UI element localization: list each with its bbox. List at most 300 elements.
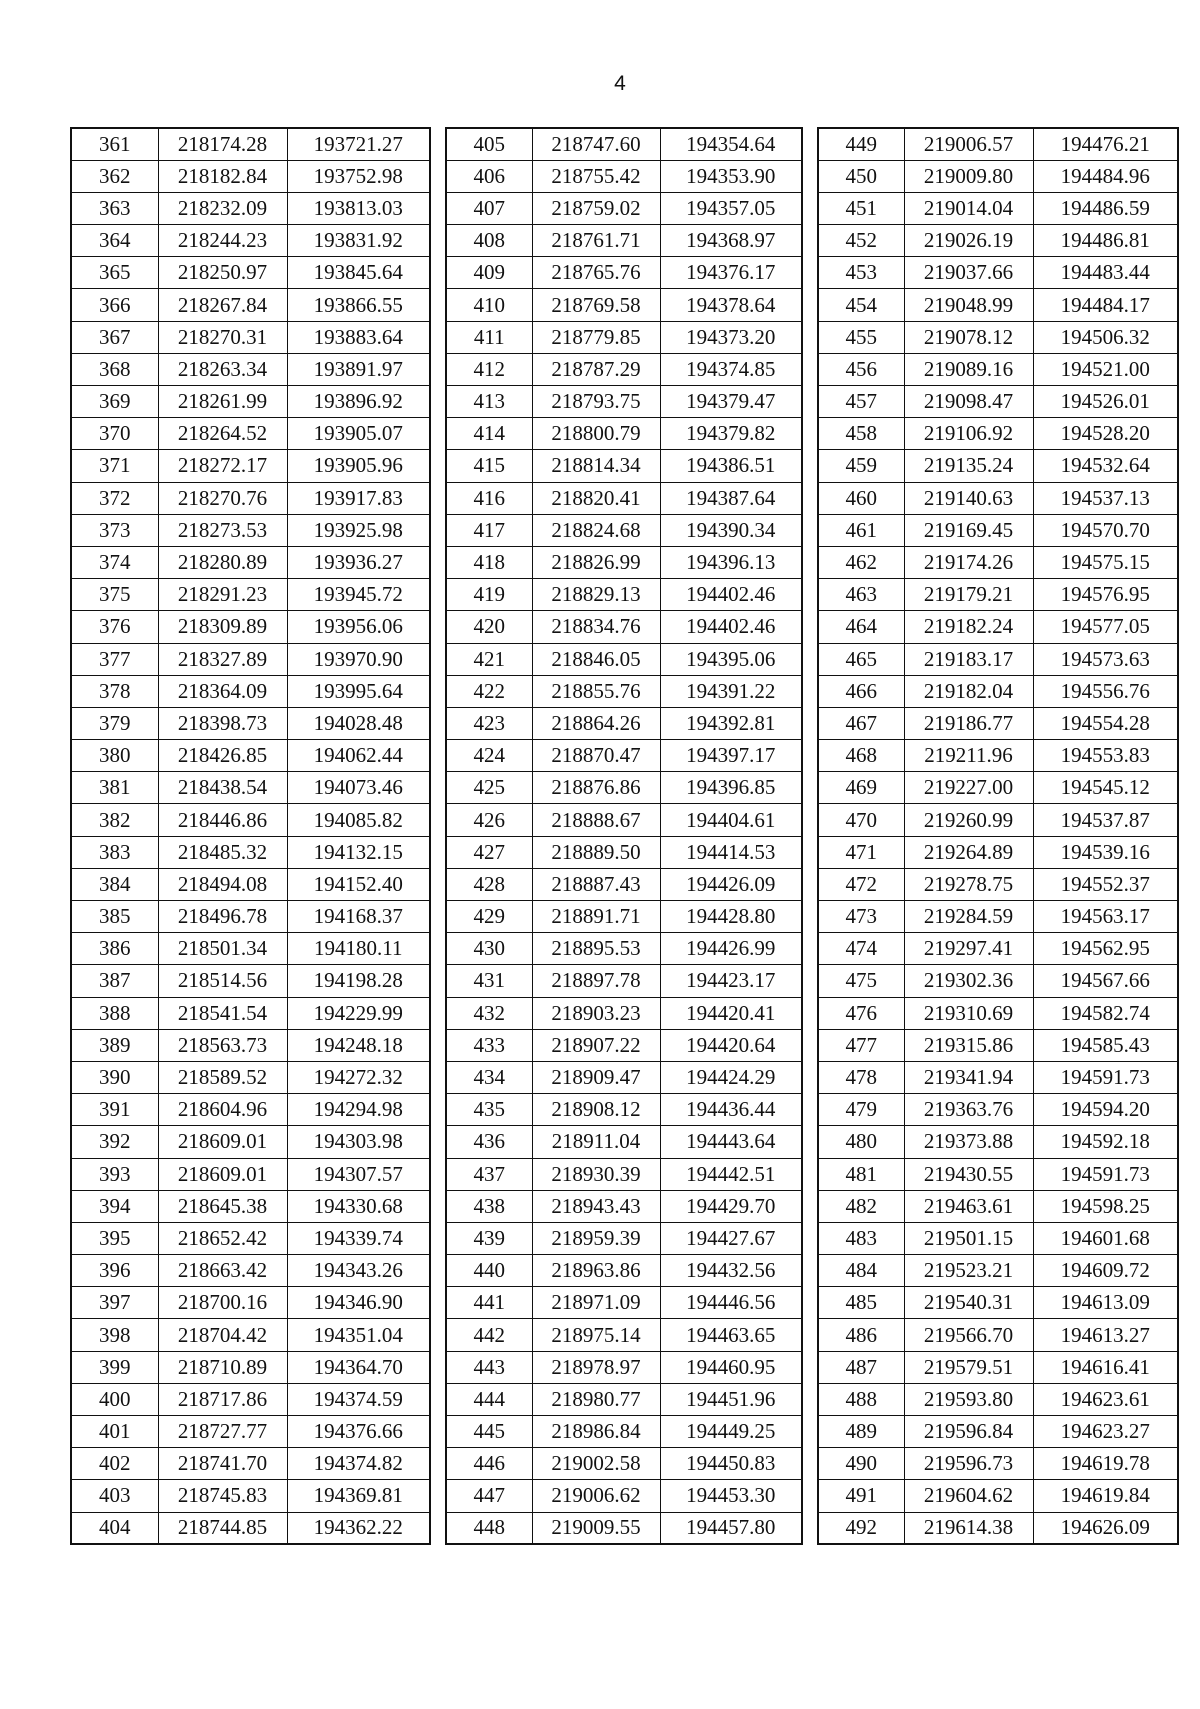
- x-coordinate-cell: 218174.28: [158, 128, 287, 160]
- x-coordinate-cell: 219089.16: [904, 353, 1033, 385]
- y-coordinate-cell: 194307.57: [287, 1158, 430, 1190]
- table-row: [71, 192, 430, 224]
- x-coordinate-cell: 218829.13: [532, 579, 660, 611]
- x-coordinate-cell: 218270.76: [158, 482, 287, 514]
- table-row: [71, 868, 430, 900]
- x-coordinate-cell: 219002.58: [532, 1448, 660, 1480]
- point-number-cell: 435: [446, 1094, 532, 1126]
- table-row: [446, 965, 802, 997]
- x-coordinate-cell: 218744.85: [158, 1512, 287, 1544]
- x-coordinate-cell: 218980.77: [532, 1383, 660, 1415]
- table-row: [446, 192, 802, 224]
- point-number-cell: 418: [446, 546, 532, 578]
- point-number-cell: 399: [71, 1351, 158, 1383]
- table-row: [818, 386, 1178, 418]
- point-number-cell: 447: [446, 1480, 532, 1512]
- x-coordinate-cell: 218975.14: [532, 1319, 660, 1351]
- coordinate-table-3: [817, 127, 1179, 1545]
- point-number-cell: 441: [446, 1287, 532, 1319]
- point-number-cell: 365: [71, 257, 158, 289]
- x-coordinate-cell: 218769.58: [532, 289, 660, 321]
- x-coordinate-cell: 218887.43: [532, 868, 660, 900]
- point-number-cell: 456: [818, 353, 904, 385]
- x-coordinate-cell: 219463.61: [904, 1190, 1033, 1222]
- x-coordinate-cell: 218264.52: [158, 418, 287, 450]
- y-coordinate-cell: 194346.90: [287, 1287, 430, 1319]
- point-number-cell: 463: [818, 579, 904, 611]
- table-row: [446, 1061, 802, 1093]
- y-coordinate-cell: 194528.20: [1033, 418, 1178, 450]
- x-coordinate-cell: 218652.42: [158, 1222, 287, 1254]
- y-coordinate-cell: 194378.64: [660, 289, 802, 321]
- y-coordinate-cell: 194451.96: [660, 1383, 802, 1415]
- point-number-cell: 421: [446, 643, 532, 675]
- x-coordinate-cell: 218759.02: [532, 192, 660, 224]
- point-number-cell: 455: [818, 321, 904, 353]
- point-number-cell: 436: [446, 1126, 532, 1158]
- y-coordinate-cell: 194585.43: [1033, 1029, 1178, 1061]
- x-coordinate-cell: 219078.12: [904, 321, 1033, 353]
- point-number-cell: 383: [71, 836, 158, 868]
- point-number-cell: 408: [446, 225, 532, 257]
- point-number-cell: 385: [71, 901, 158, 933]
- x-coordinate-cell: 219260.99: [904, 804, 1033, 836]
- x-coordinate-cell: 218959.39: [532, 1222, 660, 1254]
- point-number-cell: 384: [71, 868, 158, 900]
- table-row: [71, 643, 430, 675]
- y-coordinate-cell: 193917.83: [287, 482, 430, 514]
- x-coordinate-cell: 219523.21: [904, 1255, 1033, 1287]
- y-coordinate-cell: 194362.22: [287, 1512, 430, 1544]
- x-coordinate-cell: 218793.75: [532, 386, 660, 418]
- table-row: [818, 128, 1178, 160]
- x-coordinate-cell: 218273.53: [158, 514, 287, 546]
- y-coordinate-cell: 194396.13: [660, 546, 802, 578]
- y-coordinate-cell: 194545.12: [1033, 772, 1178, 804]
- y-coordinate-cell: 194601.68: [1033, 1222, 1178, 1254]
- table-row: [71, 1094, 430, 1126]
- table-row: [818, 740, 1178, 772]
- table-row: [71, 257, 430, 289]
- y-coordinate-cell: 194598.25: [1033, 1190, 1178, 1222]
- table-row: [818, 1190, 1178, 1222]
- point-number-cell: 397: [71, 1287, 158, 1319]
- y-coordinate-cell: 194521.00: [1033, 353, 1178, 385]
- table-row: [71, 450, 430, 482]
- x-coordinate-cell: 218270.31: [158, 321, 287, 353]
- y-coordinate-cell: 194591.73: [1033, 1061, 1178, 1093]
- point-number-cell: 376: [71, 611, 158, 643]
- y-coordinate-cell: 194198.28: [287, 965, 430, 997]
- x-coordinate-cell: 218834.76: [532, 611, 660, 643]
- table-row: [71, 1061, 430, 1093]
- table-row: [818, 482, 1178, 514]
- table-row: [446, 289, 802, 321]
- x-coordinate-cell: 218514.56: [158, 965, 287, 997]
- table-row: [71, 225, 430, 257]
- table-row: [446, 901, 802, 933]
- x-coordinate-cell: 219302.36: [904, 965, 1033, 997]
- point-number-cell: 428: [446, 868, 532, 900]
- point-number-cell: 460: [818, 482, 904, 514]
- point-number-cell: 426: [446, 804, 532, 836]
- point-number-cell: 368: [71, 353, 158, 385]
- point-number-cell: 440: [446, 1255, 532, 1287]
- y-coordinate-cell: 194402.46: [660, 579, 802, 611]
- y-coordinate-cell: 194152.40: [287, 868, 430, 900]
- point-number-cell: 425: [446, 772, 532, 804]
- x-coordinate-cell: 219341.94: [904, 1061, 1033, 1093]
- x-coordinate-cell: 218814.34: [532, 450, 660, 482]
- x-coordinate-cell: 219284.59: [904, 901, 1033, 933]
- x-coordinate-cell: 218888.67: [532, 804, 660, 836]
- table-row: [818, 579, 1178, 611]
- x-coordinate-cell: 219297.41: [904, 933, 1033, 965]
- table-row: [71, 1126, 430, 1158]
- table-row: [446, 450, 802, 482]
- y-coordinate-cell: 194592.18: [1033, 1126, 1178, 1158]
- table-row: [818, 707, 1178, 739]
- x-coordinate-cell: 219098.47: [904, 386, 1033, 418]
- x-coordinate-cell: 218609.01: [158, 1158, 287, 1190]
- point-number-cell: 396: [71, 1255, 158, 1287]
- y-coordinate-cell: 193845.64: [287, 257, 430, 289]
- point-number-cell: 492: [818, 1512, 904, 1544]
- y-coordinate-cell: 194484.17: [1033, 289, 1178, 321]
- x-coordinate-cell: 218787.29: [532, 353, 660, 385]
- point-number-cell: 452: [818, 225, 904, 257]
- point-number-cell: 414: [446, 418, 532, 450]
- y-coordinate-cell: 194374.59: [287, 1383, 430, 1415]
- x-coordinate-cell: 218971.09: [532, 1287, 660, 1319]
- table-row: [446, 546, 802, 578]
- table-row: [71, 546, 430, 578]
- table-row: [818, 901, 1178, 933]
- table-row: [818, 675, 1178, 707]
- table-row: [818, 1448, 1178, 1480]
- x-coordinate-cell: 218364.09: [158, 675, 287, 707]
- x-coordinate-cell: 218645.38: [158, 1190, 287, 1222]
- table-row: [446, 804, 802, 836]
- y-coordinate-cell: 194591.73: [1033, 1158, 1178, 1190]
- table-row: [71, 1287, 430, 1319]
- x-coordinate-cell: 218909.47: [532, 1061, 660, 1093]
- x-coordinate-cell: 218978.97: [532, 1351, 660, 1383]
- table-row: [446, 1255, 802, 1287]
- x-coordinate-cell: 219006.57: [904, 128, 1033, 160]
- coordinate-tables: [70, 127, 1179, 1545]
- x-coordinate-cell: 218496.78: [158, 901, 287, 933]
- y-coordinate-cell: 194343.26: [287, 1255, 430, 1287]
- y-coordinate-cell: 194391.22: [660, 675, 802, 707]
- y-coordinate-cell: 194404.61: [660, 804, 802, 836]
- point-number-cell: 465: [818, 643, 904, 675]
- x-coordinate-cell: 219037.66: [904, 257, 1033, 289]
- x-coordinate-cell: 219614.38: [904, 1512, 1033, 1544]
- x-coordinate-cell: 219227.00: [904, 772, 1033, 804]
- table-row: [71, 997, 430, 1029]
- table-row: [818, 997, 1178, 1029]
- y-coordinate-cell: 194379.82: [660, 418, 802, 450]
- table-row: [818, 160, 1178, 192]
- x-coordinate-cell: 219009.80: [904, 160, 1033, 192]
- point-number-cell: 380: [71, 740, 158, 772]
- table-row: [818, 257, 1178, 289]
- table-row: [446, 1029, 802, 1061]
- table-row: [446, 257, 802, 289]
- y-coordinate-cell: 193905.07: [287, 418, 430, 450]
- table-row: [71, 772, 430, 804]
- x-coordinate-cell: 218182.84: [158, 160, 287, 192]
- x-coordinate-cell: 218855.76: [532, 675, 660, 707]
- table-row: [818, 836, 1178, 868]
- table-row: [446, 1448, 802, 1480]
- table-row: [71, 1222, 430, 1254]
- table-row: [71, 901, 430, 933]
- y-coordinate-cell: 194420.64: [660, 1029, 802, 1061]
- x-coordinate-cell: 219430.55: [904, 1158, 1033, 1190]
- point-number-cell: 451: [818, 192, 904, 224]
- point-number-cell: 480: [818, 1126, 904, 1158]
- y-coordinate-cell: 193936.27: [287, 546, 430, 578]
- y-coordinate-cell: 194484.96: [1033, 160, 1178, 192]
- y-coordinate-cell: 193883.64: [287, 321, 430, 353]
- point-number-cell: 374: [71, 546, 158, 578]
- x-coordinate-cell: 219593.80: [904, 1383, 1033, 1415]
- y-coordinate-cell: 194168.37: [287, 901, 430, 933]
- x-coordinate-cell: 218761.71: [532, 225, 660, 257]
- table-row: [818, 192, 1178, 224]
- point-number-cell: 488: [818, 1383, 904, 1415]
- x-coordinate-cell: 219310.69: [904, 997, 1033, 1029]
- table-row: [71, 353, 430, 385]
- x-coordinate-cell: 218309.89: [158, 611, 287, 643]
- y-coordinate-cell: 194132.15: [287, 836, 430, 868]
- point-number-cell: 462: [818, 546, 904, 578]
- point-number-cell: 371: [71, 450, 158, 482]
- x-coordinate-cell: 218589.52: [158, 1061, 287, 1093]
- table-row: [818, 933, 1178, 965]
- x-coordinate-cell: 218398.73: [158, 707, 287, 739]
- table-row: [818, 1029, 1178, 1061]
- x-coordinate-cell: 219315.86: [904, 1029, 1033, 1061]
- x-coordinate-cell: 219169.45: [904, 514, 1033, 546]
- y-coordinate-cell: 194354.64: [660, 128, 802, 160]
- y-coordinate-cell: 193831.92: [287, 225, 430, 257]
- table-row: [446, 1480, 802, 1512]
- x-coordinate-cell: 219211.96: [904, 740, 1033, 772]
- table-row: [446, 579, 802, 611]
- y-coordinate-cell: 194376.17: [660, 257, 802, 289]
- point-number-cell: 433: [446, 1029, 532, 1061]
- x-coordinate-cell: 218267.84: [158, 289, 287, 321]
- x-coordinate-cell: 218704.42: [158, 1319, 287, 1351]
- x-coordinate-cell: 218779.85: [532, 321, 660, 353]
- x-coordinate-cell: 219186.77: [904, 707, 1033, 739]
- table-row: [446, 514, 802, 546]
- point-number-cell: 375: [71, 579, 158, 611]
- point-number-cell: 416: [446, 482, 532, 514]
- y-coordinate-cell: 194392.81: [660, 707, 802, 739]
- table-row: [446, 1319, 802, 1351]
- table-row: [71, 128, 430, 160]
- point-number-cell: 482: [818, 1190, 904, 1222]
- y-coordinate-cell: 194613.27: [1033, 1319, 1178, 1351]
- x-coordinate-cell: 218876.86: [532, 772, 660, 804]
- table-row: [446, 933, 802, 965]
- point-number-cell: 448: [446, 1512, 532, 1544]
- table-row: [71, 418, 430, 450]
- x-coordinate-cell: 218820.41: [532, 482, 660, 514]
- point-number-cell: 472: [818, 868, 904, 900]
- table-row: [446, 740, 802, 772]
- point-number-cell: 361: [71, 128, 158, 160]
- point-number-cell: 404: [71, 1512, 158, 1544]
- y-coordinate-cell: 194463.65: [660, 1319, 802, 1351]
- y-coordinate-cell: 194552.37: [1033, 868, 1178, 900]
- y-coordinate-cell: 194576.95: [1033, 579, 1178, 611]
- table-row: [446, 1222, 802, 1254]
- table-row: [446, 386, 802, 418]
- x-coordinate-cell: 218232.09: [158, 192, 287, 224]
- table-row: [71, 321, 430, 353]
- y-coordinate-cell: 194180.11: [287, 933, 430, 965]
- point-number-cell: 454: [818, 289, 904, 321]
- table-row: [71, 514, 430, 546]
- point-number-cell: 467: [818, 707, 904, 739]
- table-row: [71, 1480, 430, 1512]
- x-coordinate-cell: 219183.17: [904, 643, 1033, 675]
- table-row: [446, 321, 802, 353]
- x-coordinate-cell: 219604.62: [904, 1480, 1033, 1512]
- x-coordinate-cell: 218908.12: [532, 1094, 660, 1126]
- table-row: [71, 1512, 430, 1544]
- y-coordinate-cell: 194272.32: [287, 1061, 430, 1093]
- y-coordinate-cell: 194395.06: [660, 643, 802, 675]
- point-number-cell: 387: [71, 965, 158, 997]
- y-coordinate-cell: 194460.95: [660, 1351, 802, 1383]
- y-coordinate-cell: 194594.20: [1033, 1094, 1178, 1126]
- table-row: [71, 675, 430, 707]
- table-row: [71, 707, 430, 739]
- x-coordinate-cell: 218747.60: [532, 128, 660, 160]
- table-row: [446, 353, 802, 385]
- table-row: [71, 933, 430, 965]
- table-row: [446, 418, 802, 450]
- point-number-cell: 367: [71, 321, 158, 353]
- x-coordinate-cell: 218800.79: [532, 418, 660, 450]
- x-coordinate-cell: 219048.99: [904, 289, 1033, 321]
- point-number-cell: 398: [71, 1319, 158, 1351]
- y-coordinate-cell: 194562.95: [1033, 933, 1178, 965]
- point-number-cell: 449: [818, 128, 904, 160]
- y-coordinate-cell: 194486.59: [1033, 192, 1178, 224]
- x-coordinate-cell: 218911.04: [532, 1126, 660, 1158]
- x-coordinate-cell: 219179.21: [904, 579, 1033, 611]
- point-number-cell: 389: [71, 1029, 158, 1061]
- table-row: [818, 1287, 1178, 1319]
- point-number-cell: 439: [446, 1222, 532, 1254]
- x-coordinate-cell: 219182.24: [904, 611, 1033, 643]
- point-number-cell: 484: [818, 1255, 904, 1287]
- table-row: [818, 611, 1178, 643]
- table-row: [446, 1094, 802, 1126]
- x-coordinate-cell: 218438.54: [158, 772, 287, 804]
- table-row: [818, 1126, 1178, 1158]
- point-number-cell: 419: [446, 579, 532, 611]
- y-coordinate-cell: 194532.64: [1033, 450, 1178, 482]
- point-number-cell: 372: [71, 482, 158, 514]
- y-coordinate-cell: 194449.25: [660, 1416, 802, 1448]
- y-coordinate-cell: 193721.27: [287, 128, 430, 160]
- table-row: [71, 1383, 430, 1415]
- point-number-cell: 409: [446, 257, 532, 289]
- x-coordinate-cell: 218717.86: [158, 1383, 287, 1415]
- y-coordinate-cell: 194364.70: [287, 1351, 430, 1383]
- x-coordinate-cell: 219278.75: [904, 868, 1033, 900]
- x-coordinate-cell: 218261.99: [158, 386, 287, 418]
- table-row: [818, 321, 1178, 353]
- point-number-cell: 477: [818, 1029, 904, 1061]
- point-number-cell: 373: [71, 514, 158, 546]
- point-number-cell: 429: [446, 901, 532, 933]
- y-coordinate-cell: 193905.96: [287, 450, 430, 482]
- point-number-cell: 445: [446, 1416, 532, 1448]
- point-number-cell: 403: [71, 1480, 158, 1512]
- y-coordinate-cell: 194374.85: [660, 353, 802, 385]
- point-number-cell: 457: [818, 386, 904, 418]
- x-coordinate-cell: 218485.32: [158, 836, 287, 868]
- x-coordinate-cell: 218963.86: [532, 1255, 660, 1287]
- x-coordinate-cell: 219540.31: [904, 1287, 1033, 1319]
- y-coordinate-cell: 194062.44: [287, 740, 430, 772]
- point-number-cell: 392: [71, 1126, 158, 1158]
- point-number-cell: 464: [818, 611, 904, 643]
- table-row: [446, 128, 802, 160]
- y-coordinate-cell: 194556.76: [1033, 675, 1178, 707]
- y-coordinate-cell: 194351.04: [287, 1319, 430, 1351]
- table-row: [71, 836, 430, 868]
- y-coordinate-cell: 194414.53: [660, 836, 802, 868]
- table-row: [446, 1351, 802, 1383]
- table-row: [818, 418, 1178, 450]
- x-coordinate-cell: 219135.24: [904, 450, 1033, 482]
- x-coordinate-cell: 218272.17: [158, 450, 287, 482]
- x-coordinate-cell: 218609.01: [158, 1126, 287, 1158]
- y-coordinate-cell: 193813.03: [287, 192, 430, 224]
- table-row: [446, 1416, 802, 1448]
- y-coordinate-cell: 194613.09: [1033, 1287, 1178, 1319]
- y-coordinate-cell: 194248.18: [287, 1029, 430, 1061]
- y-coordinate-cell: 194374.82: [287, 1448, 430, 1480]
- table-row: [71, 1255, 430, 1287]
- table-row: [818, 1158, 1178, 1190]
- table-row: [71, 160, 430, 192]
- y-coordinate-cell: 194577.05: [1033, 611, 1178, 643]
- x-coordinate-cell: 218870.47: [532, 740, 660, 772]
- table-row: [446, 1190, 802, 1222]
- point-number-cell: 378: [71, 675, 158, 707]
- point-number-cell: 489: [818, 1416, 904, 1448]
- y-coordinate-cell: 194396.85: [660, 772, 802, 804]
- table-row: [71, 386, 430, 418]
- point-number-cell: 386: [71, 933, 158, 965]
- point-number-cell: 476: [818, 997, 904, 1029]
- table-row: [818, 1351, 1178, 1383]
- x-coordinate-cell: 219014.04: [904, 192, 1033, 224]
- point-number-cell: 438: [446, 1190, 532, 1222]
- table-row: [818, 450, 1178, 482]
